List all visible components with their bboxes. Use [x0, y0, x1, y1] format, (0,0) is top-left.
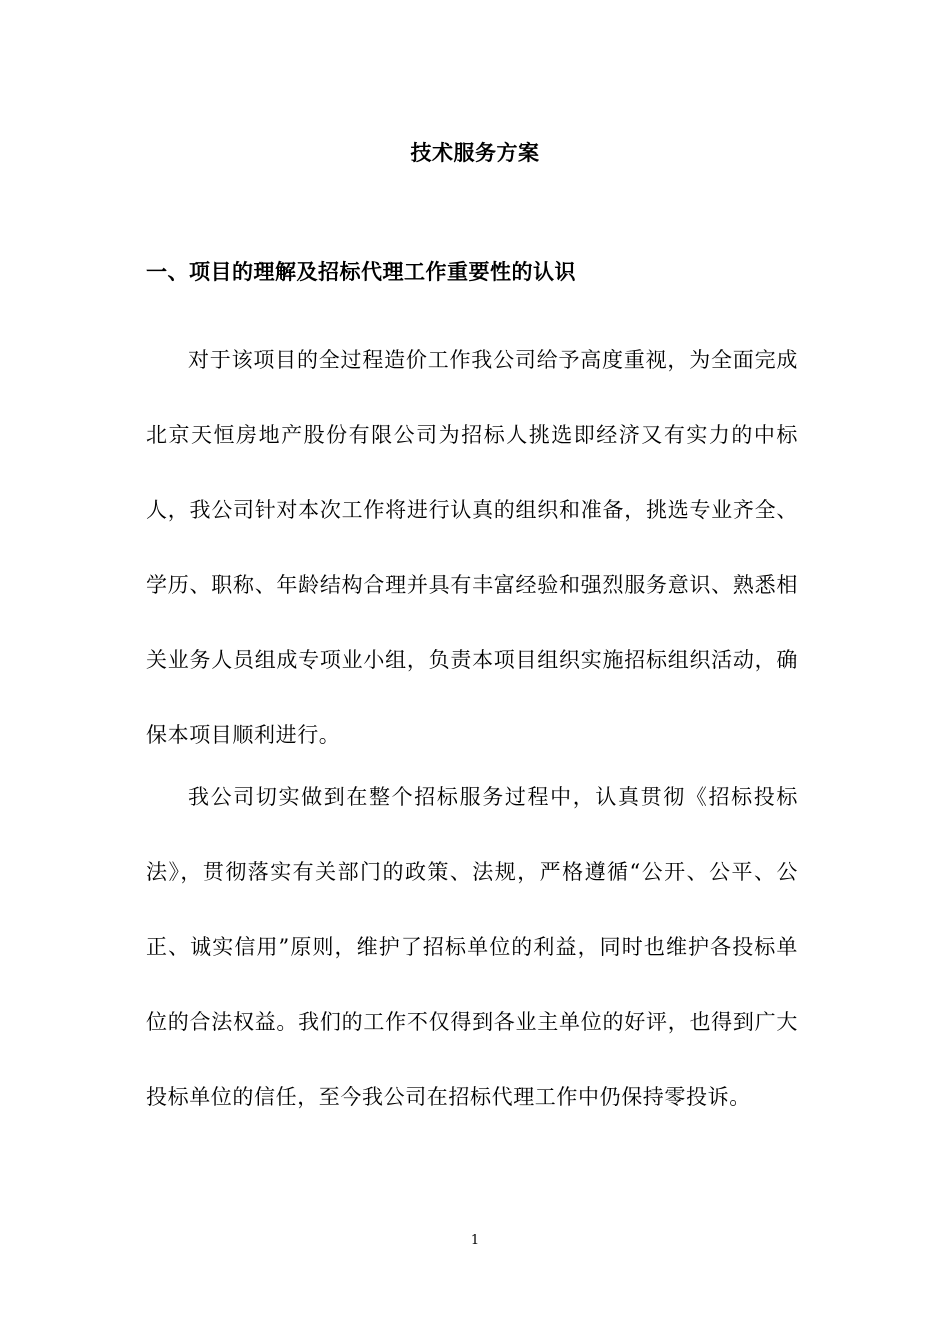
body-paragraph-1: 对于该项目的全过程造价工作我公司给予高度重视，为全面完成北京天恒房地产股份有限公司为招标人挑选即经济又有实力的中标人，我公司针对本次工作将进行认真的组织和准备，挑选专业齐全、学历、职称、年龄结构合理并具有丰富经验和强烈服务意识、熟悉相关业务人员组成专项业小组，负责本项目组织实施招标组织活动，确保本项目顺利进行。: [146, 348, 798, 747]
page-number: 1: [470, 1233, 480, 1248]
document-title: 技术服务方案: [410, 140, 540, 165]
section-heading: 一、项目的理解及招标代理工作重要性的认识: [146, 259, 576, 284]
body-paragraph-2: 我公司切实做到在整个招标服务过程中，认真贯彻《招标投标法》，贯彻落实有关部门的政策、法规，严格遵循“公开、公平、公正、诚实信用”原则，维护了招标单位的利益，同时也维护各投标单位的合法权益。我们的工作不仅得到各业主单位的好评，也得到广大投标单位的信任，至今我公司在招标代理工作中仍保持零投诉。: [146, 785, 798, 1109]
